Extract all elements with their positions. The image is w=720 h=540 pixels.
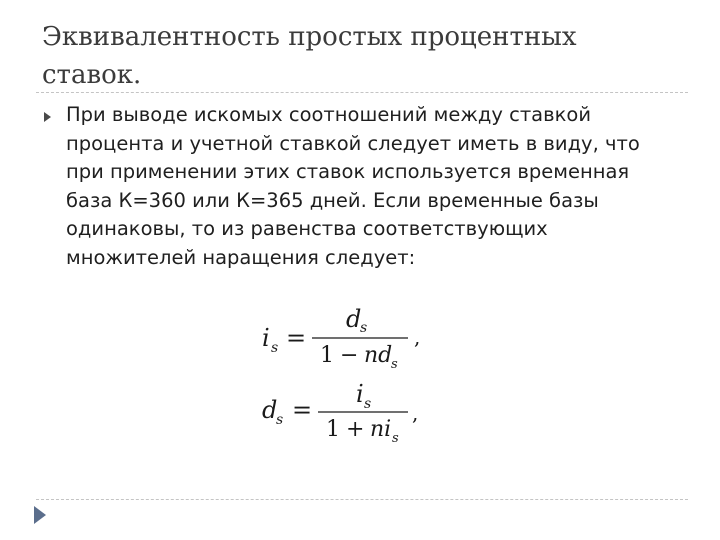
formula1-num-sub: s — [360, 320, 368, 336]
formula-interest-rate — [258, 300, 438, 376]
next-slide-arrow-icon[interactable] — [34, 506, 46, 524]
formula1-equals: = — [286, 324, 307, 352]
formula2-lhs-var: d — [262, 396, 278, 424]
formula2-comma: , — [412, 401, 419, 425]
formula1-den-one: 1 — [320, 343, 334, 368]
formula1-lhs-var: i — [262, 324, 270, 352]
formula2-den-op: + — [346, 417, 365, 442]
formula1-lhs-sub: s — [271, 340, 279, 356]
formula1-comma: , — [414, 325, 421, 349]
bullet-paragraph: При выводе искомых соотношений между ставкой процента и учетной ставкой следует иметь в виду, что при применении этих ставок используется временная база К=360 или К=365 дней. Если временные базы одинаковы, то из равенства соответствующих множителей наращения следует: — [66, 103, 640, 269]
formula1-den-var: nd — [364, 343, 393, 368]
formula2-equals: = — [292, 396, 313, 424]
formula2-den-var: ni — [370, 417, 392, 442]
bullet-triangle-icon — [44, 112, 51, 122]
formula2-lhs-sub: s — [276, 412, 284, 428]
formula1-den-sub: s — [391, 357, 398, 372]
formula2-den-one: 1 — [326, 417, 340, 442]
formula-discount-rate-svg — [258, 378, 438, 450]
formula2-num-sub: s — [364, 396, 372, 412]
footer-divider — [36, 499, 688, 500]
title-divider — [36, 92, 688, 93]
formula2-den-sub: s — [392, 431, 399, 446]
formula-interest-rate-svg — [258, 300, 438, 372]
formula1-num-var: d — [346, 305, 362, 333]
formula2-num-var: i — [356, 380, 364, 408]
formula-discount-rate — [258, 378, 438, 454]
formula1-den-op: − — [340, 343, 359, 368]
slide-title: Эквивалентность простых процентных ставок. — [42, 22, 577, 90]
